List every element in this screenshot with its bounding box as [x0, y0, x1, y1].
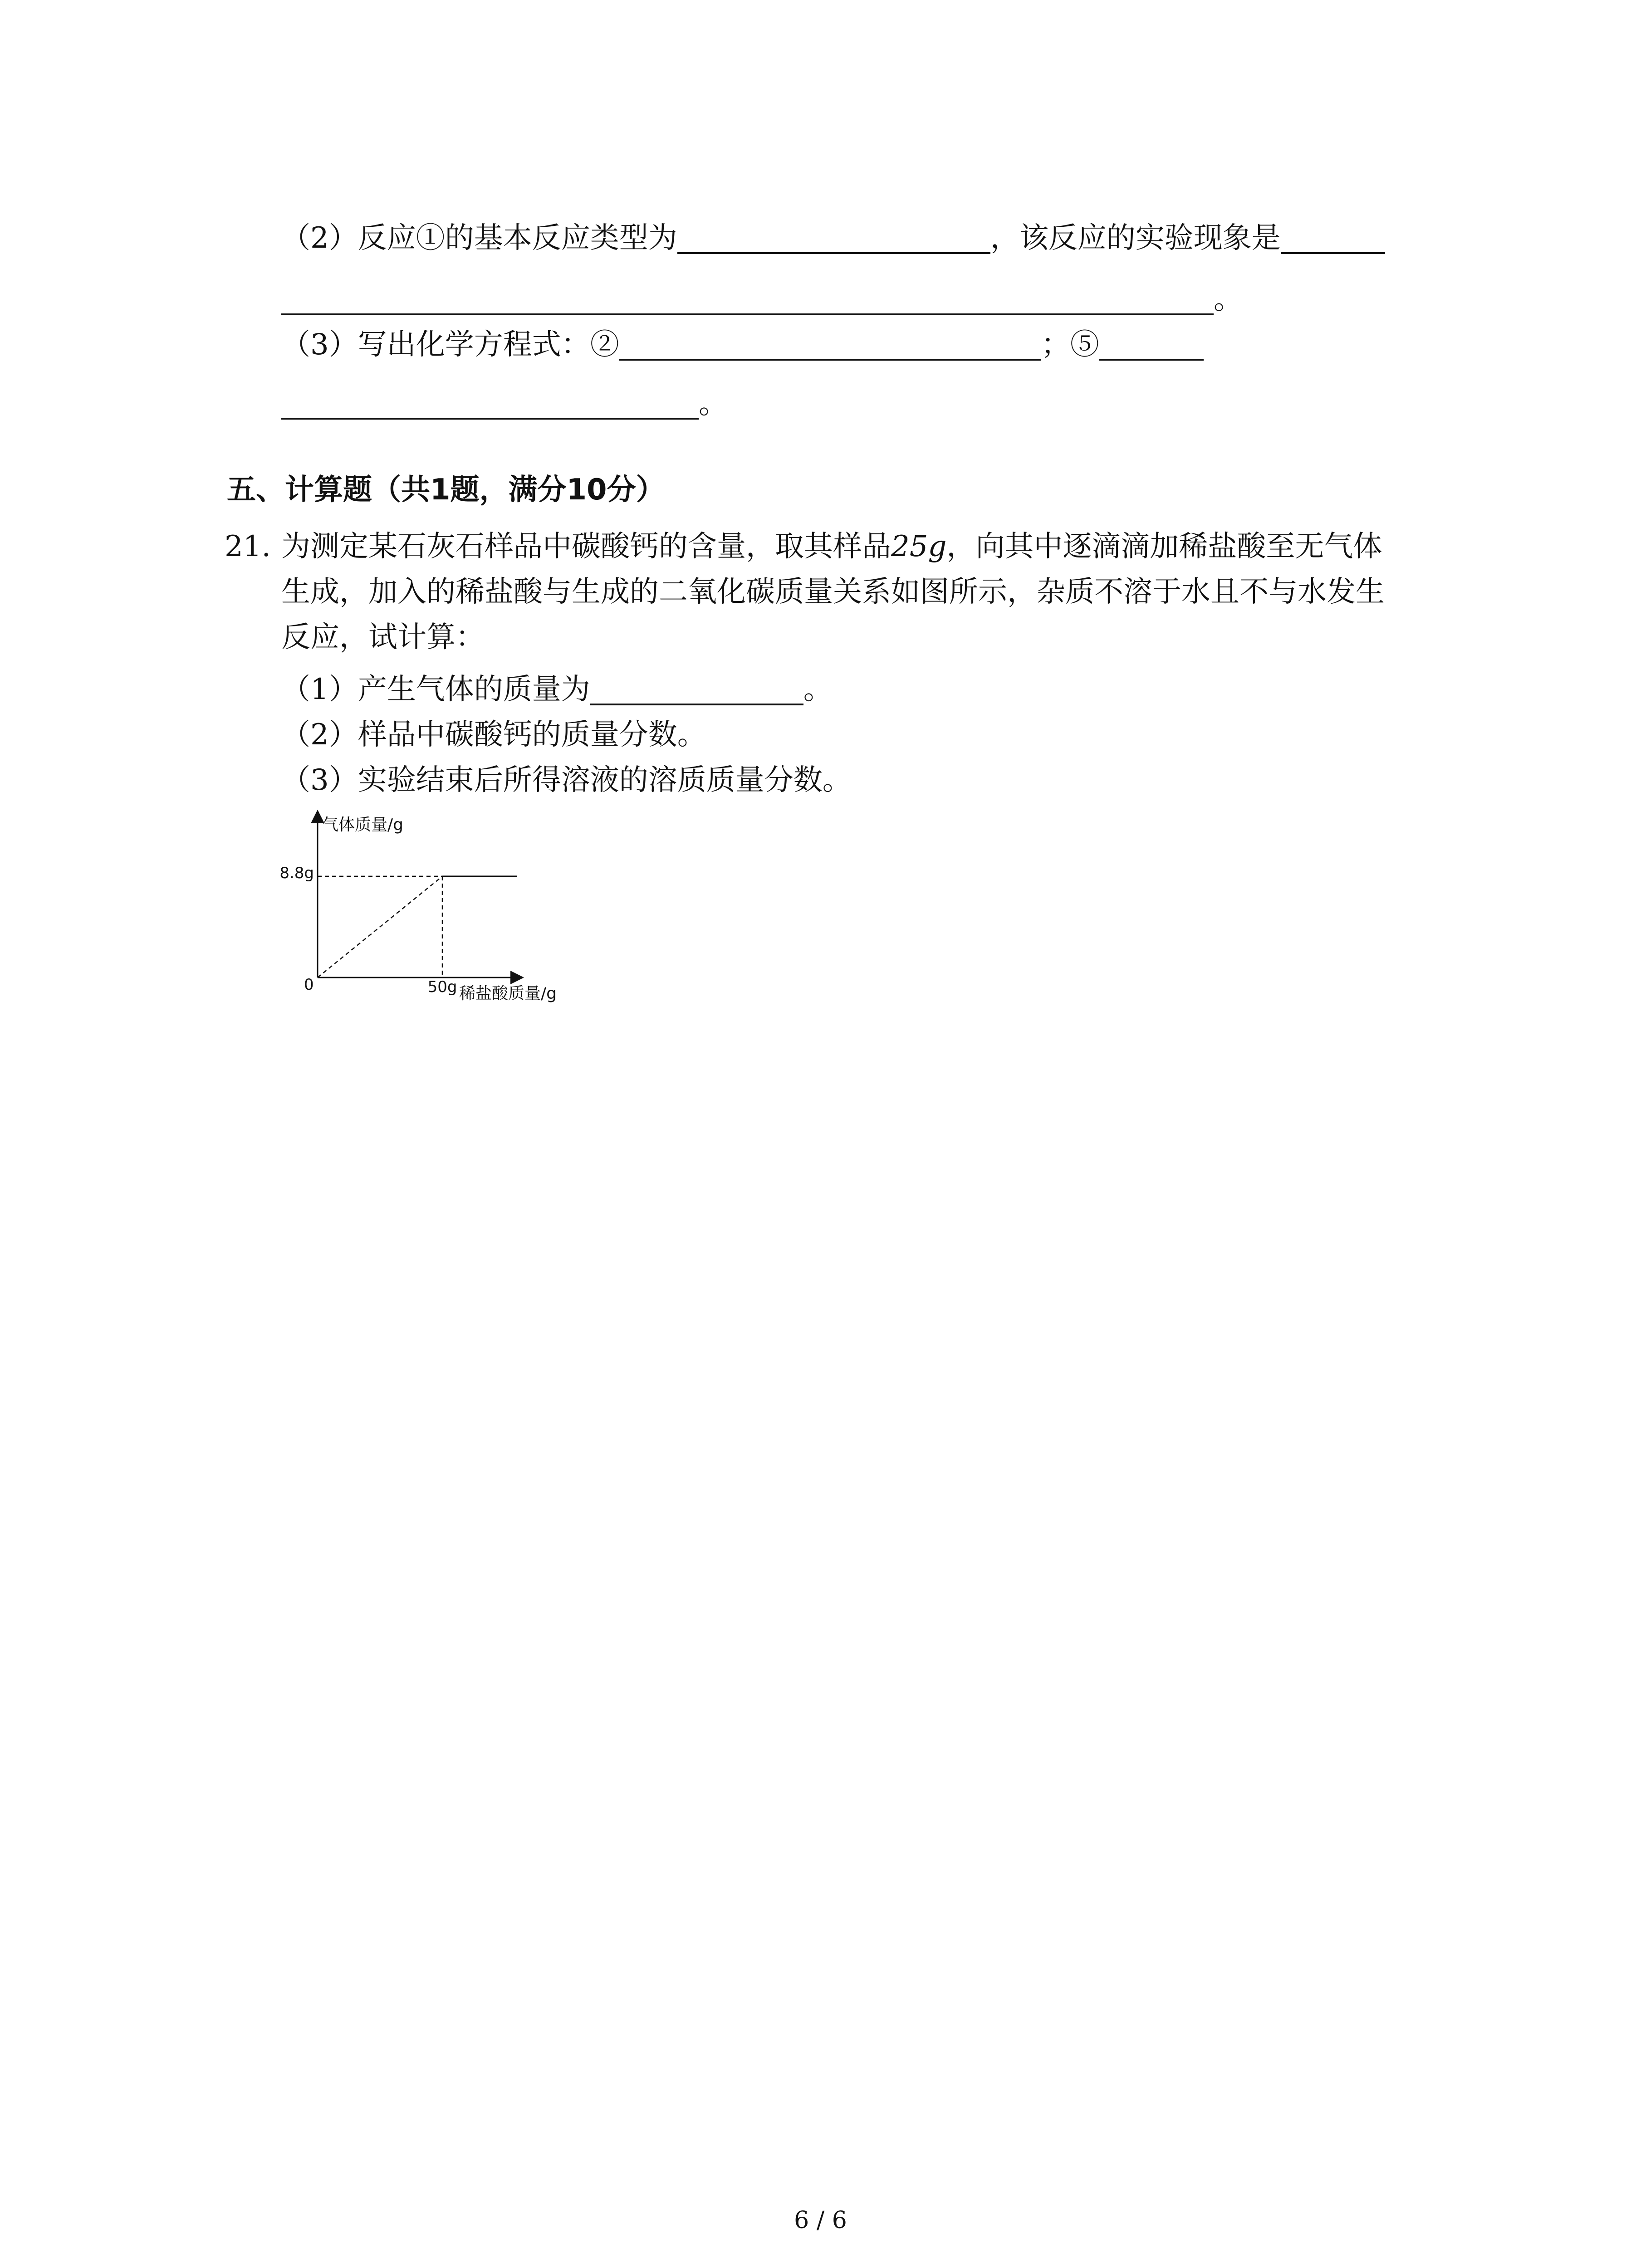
- q21-sub1-end: 。: [803, 673, 833, 706]
- y-tick-label: 8.8g: [279, 864, 314, 882]
- q21-sub1-line: [281, 669, 833, 710]
- q21-stem-line1: [281, 526, 1382, 567]
- q20-part3-blank-eq5[interactable]: [281, 385, 699, 420]
- q20-part2-prefix: （2）反应①的基本反应类型为: [281, 221, 677, 255]
- q20-part3-mid: ；⑤: [1041, 328, 1099, 362]
- q21-sub1-blank[interactable]: [590, 671, 803, 705]
- q20-part2-blank-type[interactable]: [677, 220, 990, 254]
- q20-part2-line: [281, 218, 1385, 259]
- q20-part3-blank-eq5-start[interactable]: [1099, 326, 1204, 361]
- q20-part3-line: [281, 324, 1204, 365]
- page-number: 6 / 6: [794, 2207, 847, 2234]
- q21-sub3: （3）实验结束后所得溶液的溶质质量分数。: [281, 763, 852, 797]
- q20-part2-line2: [281, 279, 1243, 320]
- q21-stem-l1a: 为测定某石灰石样品中碳酸钙的含量，取其样品: [281, 530, 891, 563]
- q20-part3-line2: [281, 383, 728, 424]
- section5-title: 五、计算题（共1题，满分10分）: [227, 473, 665, 507]
- q20-part2-blank-phenomenon-start[interactable]: [1281, 220, 1385, 254]
- gas-mass-chart: [272, 807, 590, 1007]
- q21-stem-line3: 反应，试计算：: [281, 621, 485, 654]
- x-tick-label: 50g: [427, 978, 457, 996]
- q21-stem-l1c: ，向其中逐滴滴加稀盐酸至无气体: [946, 530, 1382, 563]
- rising-segment: [318, 876, 442, 978]
- q20-part3-prefix: （3）写出化学方程式：②: [281, 328, 619, 362]
- q20-part3-blank-eq2[interactable]: [619, 326, 1041, 361]
- q21-number: 21.: [225, 530, 271, 563]
- q21-sub1-prefix: （1）产生气体的质量为: [281, 673, 590, 706]
- q21-sample-mass: 25g: [891, 530, 947, 563]
- q20-part2-blank-phenomenon[interactable]: [281, 281, 1214, 315]
- q20-part3-end: 。: [699, 387, 728, 420]
- q21-stem-line2: 生成，加入的稀盐酸与生成的二氧化碳质量关系如图所示，杂质不溶于水且不与水发生: [281, 575, 1385, 609]
- origin-label: 0: [304, 976, 314, 994]
- q21-sub2: （2）样品中碳酸钙的质量分数。: [281, 718, 706, 752]
- q20-part2-mid: ，该反应的实验现象是: [990, 221, 1281, 255]
- y-axis-label: 气体质量/g: [322, 816, 403, 834]
- x-axis-label: 稀盐酸质量/g: [459, 984, 557, 1003]
- q20-part2-end: 。: [1214, 283, 1243, 316]
